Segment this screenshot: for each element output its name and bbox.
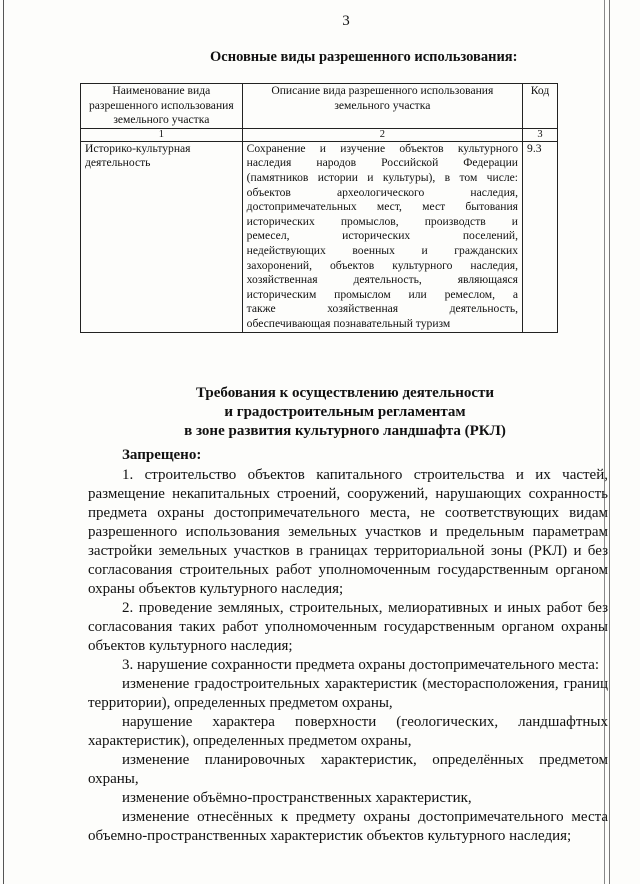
paragraph: 1. строительство объектов капитального строительства и их частей, размещение некапитальных строений, сооружений, нарушающих сохранность предмета охраны достопримечательного места, не соответствующих видам разрешенного использования земельных участков и предельным параметрам застройки земельных участков в границах территориальной зоны (РКЛ) и без согласования строительных работ уполномоченным государственным органом охраны объектов культурного наследия; [88,467,608,597]
forbidden-label: Запрещено: [122,447,202,463]
description-line: наследия народов Российской Федерации [246,156,519,170]
requirements-body [88,446,608,846]
column-number-2: 2 [242,128,522,141]
description-line: (памятников истории и культуры), в том числе: [246,170,519,184]
use-description-cell [242,141,522,332]
paragraph: изменение планировочных характеристик, определённых предметом охраны, [88,752,608,787]
header-name: Наименование вида разрешенного использования земельного участка [81,84,243,129]
use-code-cell: 9.3 [523,141,558,332]
paragraph: изменение градостроительных характеристик (месторасположения, границ территории), определенных предметом охраны, [88,676,608,711]
uses-title: Основные виды разрешенного использования: [210,49,518,65]
paragraph: изменение объёмно-пространственных характеристик, [122,790,472,806]
paragraph: 2. проведение земляных, строительных, мелиоративных и иных работ без согласования таких работ уполномоченным государственным органом охраны объектов культурного наследия; [88,600,608,654]
requirements-title-line: и градостроительным регламентам [224,404,466,420]
scan-edge-right-outer [609,0,610,884]
use-name-cell: Историко-культурная деятельность [81,141,243,332]
requirements-title-line: в зоне развития культурного ландшафта (РКЛ) [184,423,506,439]
description-line: объектов археологического наследия, [246,185,519,199]
description-line: захоронений, объектов культурного наследия, [246,258,519,272]
table-number-row [81,128,558,141]
description-line: ремесел, исторических поселений, [246,229,519,243]
uses-table [80,83,558,333]
header-code: Код [523,84,558,129]
description-line: также хозяйственная деятельность, [246,302,519,316]
header-description: Описание вида разрешенного использования земельного участка [242,84,522,129]
description-line: историческим промыслом или ремеслом, а [246,287,519,301]
table-row [81,141,558,332]
description-line: исторических промыслов, производств и [246,214,519,228]
scan-edge-left [3,0,4,884]
description-line: хозяйственная деятельность, являющаяся [246,273,519,287]
page-number: 3 [342,13,350,29]
paragraph: изменение отнесённых к предмету охраны достопримечательного места объемно-пространственных характеристик объектов культурного наследия; [88,809,608,844]
column-number-3: 3 [523,128,558,141]
requirements-title [150,384,540,441]
requirements-title-line: Требования к осуществлению деятельности [195,385,494,401]
description-line: достопримечательных мест, мест бытования [246,200,519,214]
description-line: обеспечивающая познавательный туризм [246,316,451,330]
column-number-1: 1 [81,128,243,141]
paragraph: 3. нарушение сохранности предмета охраны достопримечательного места: [122,657,600,673]
description-line: Сохранение и изучение объектов культурного [246,141,519,155]
description-line: недействующих военных и гражданских [246,243,519,257]
paragraph: нарушение характера поверхности (геологических, ландшафтных характеристик), определенных предметом охраны, [88,714,608,749]
table-header-row [81,84,558,129]
